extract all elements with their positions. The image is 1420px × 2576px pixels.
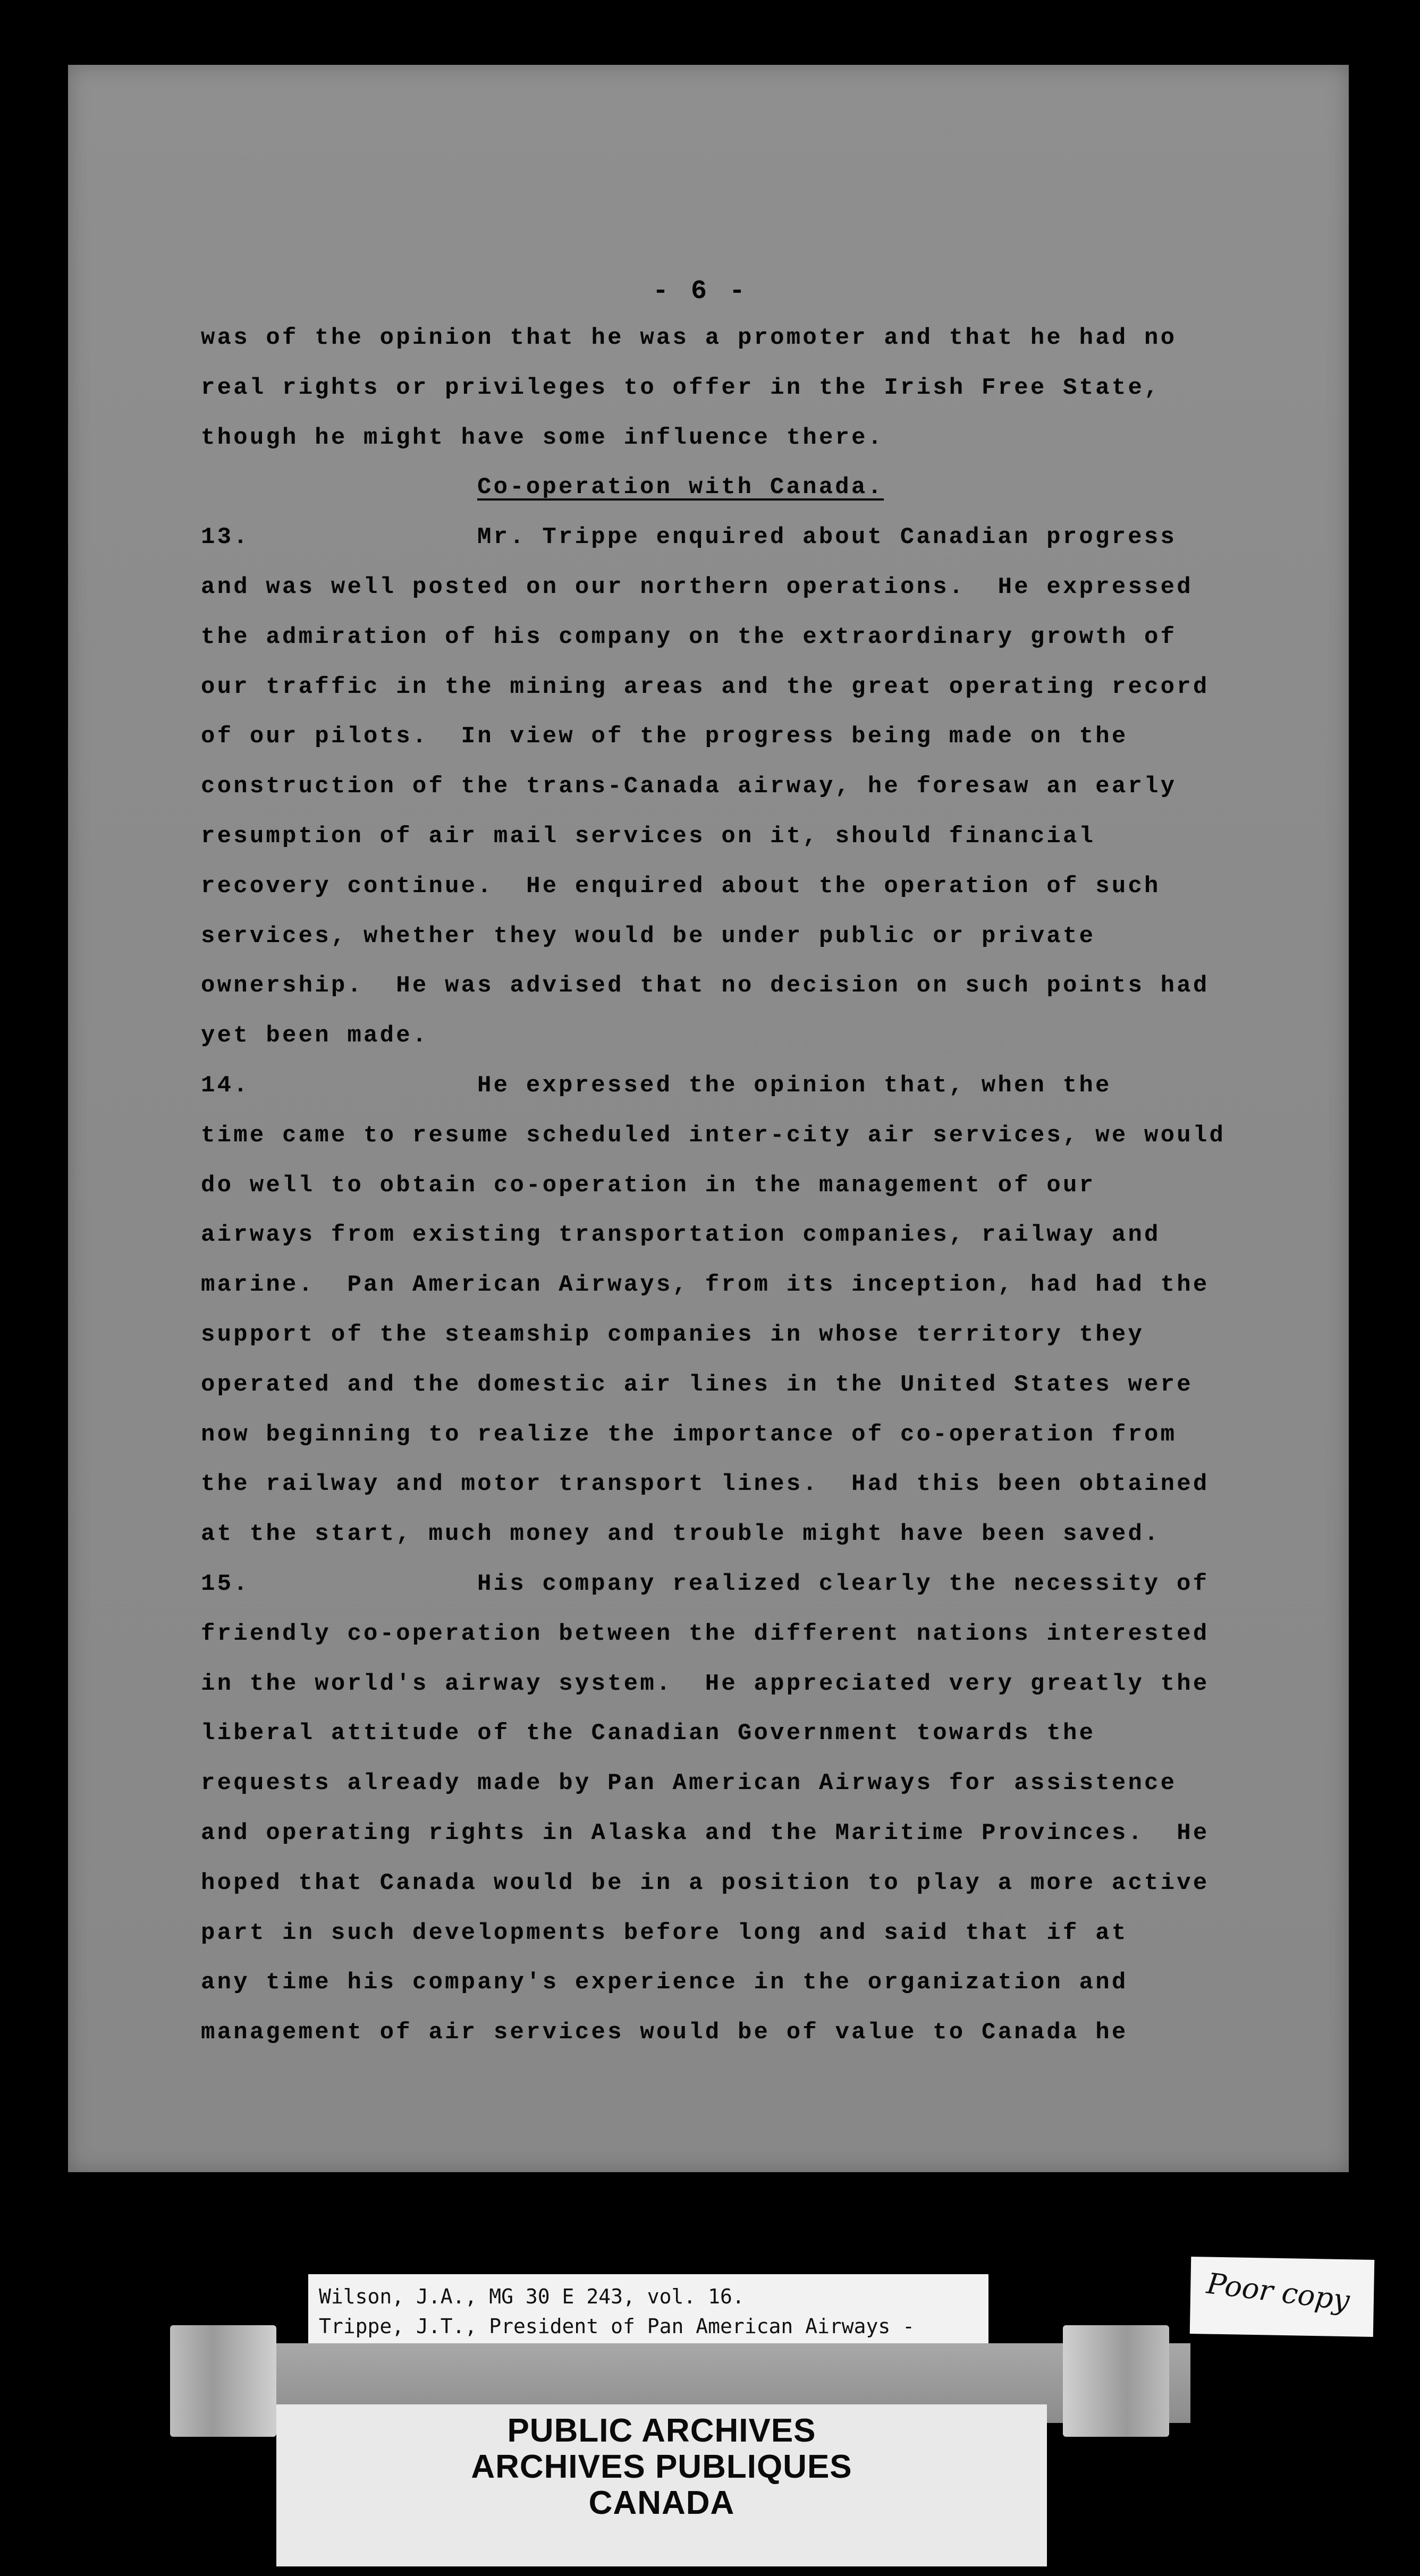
memo-line: management of air services would be of value to Canada he [201,2019,1128,2046]
paragraph-number: 15. [201,1571,250,1597]
memo-line: ownership. He was advised that no decision on such points had [201,972,1210,999]
memo-line: the railway and motor transport lines. Had this been obtained [201,1471,1210,1498]
stamp-line: CANADA [588,2485,735,2521]
memo-line: friendly co-operation between the different nations interested [201,1620,1210,1647]
memo-line: recovery continue. He enquired about the operation of such [201,872,1161,900]
stamp-line: ARCHIVES PUBLIQUES [471,2448,852,2485]
page-number: - 6 - [653,276,749,307]
memo-line: resumption of air mail services on it, should financial [201,823,1096,850]
memo-line: time came to resume scheduled inter-city air services, we would [201,1122,1226,1149]
right-clip [1063,2325,1169,2437]
memo-line: His company realized clearly the necessity of [477,1571,1210,1597]
memo-line: of our pilots. In view of the progress being made on the [201,723,1128,750]
memo-line: Mr. Trippe enquired about Canadian progress [477,524,1177,551]
archive-label-line: Wilson, J.A., MG 30 E 243, vol. 16. [319,2285,745,2308]
poor-copy-note [1190,2257,1374,2337]
stamp-line: PUBLIC ARCHIVES [507,2412,816,2449]
memo-line: airways from existing transportation companies, railway and [201,1222,1161,1249]
memo-line: and was well posted on our northern operations. He expressed [201,574,1193,600]
memo-line: requests already made by Pan American Airways for assistence [201,1770,1177,1797]
memo-line: marine. Pan American Airways, from its inception, had had the [201,1272,1210,1299]
paragraph-number: 13. [201,524,250,551]
memo-line: our traffic in the mining areas and the great operating record [201,673,1210,700]
memo-line: the admiration of his company on the extraordinary growth of [201,623,1177,650]
memo-line: was of the opinion that he was a promoter and that he had no [201,325,1177,351]
memo-line: hoped that Canada would be in a position to play a more active [201,1869,1210,1896]
archive-label-line: Trippe, J.T., President of Pan American Airways - [319,2315,915,2338]
section-heading: Co-operation with Canada. [477,474,884,501]
memo-line: though he might have some influence there. [201,424,884,451]
memo-line: in the world's airway system. He appreciated very greatly the [201,1670,1210,1697]
memo-line: He expressed the opinion that, when the [477,1072,1112,1099]
public-archives-stamp [276,2404,1047,2566]
memo-line: do well to obtain co-operation in the management of our [201,1172,1096,1199]
memo-line: any time his company's experience in the organization and [201,1969,1128,1996]
memo-line: operated and the domestic air lines in the United States were [201,1371,1193,1398]
memo-line: yet been made. [201,1022,429,1049]
memo-line: services, whether they would be under public or private [201,922,1096,950]
memo-line: and operating rights in Alaska and the Maritime Provinces. He [201,1820,1210,1846]
paragraph-number: 14. [201,1072,250,1099]
poor-copy-text: Poor copy [1205,2266,1351,2318]
memo-line: now beginning to realize the importance of co-operation from [201,1421,1177,1448]
memo-line: support of the steamship companies in whose territory they [201,1321,1145,1348]
memo-line: part in such developments before long and said that if at [201,1919,1128,1946]
memo-line: real rights or privileges to offer in the Irish Free State, [201,374,1161,401]
left-clip [170,2325,276,2437]
memo-line: liberal attitude of the Canadian Government towards the [201,1720,1096,1747]
memo-line: construction of the trans-Canada airway, he foresaw an early [201,773,1177,800]
memo-line: at the start, much money and trouble might have been saved. [201,1521,1161,1548]
